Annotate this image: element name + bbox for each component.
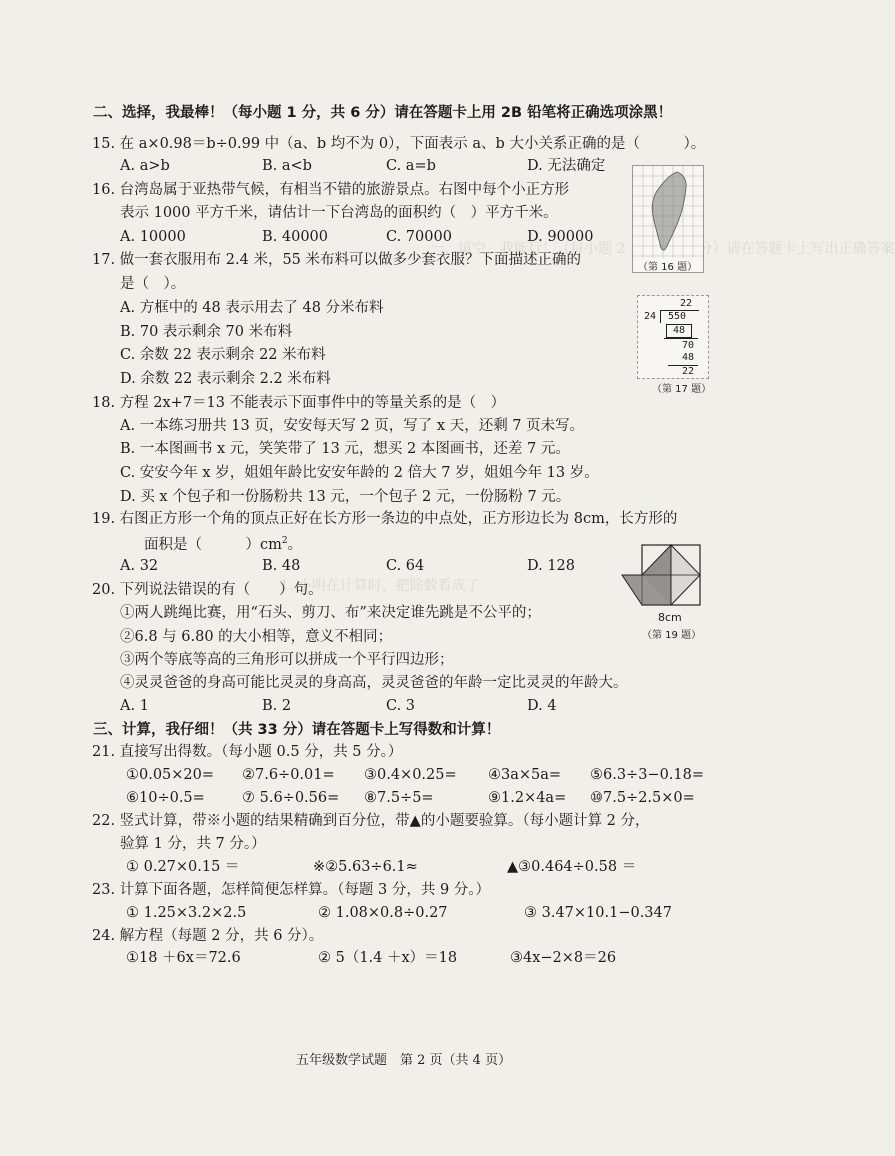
division-r2: 48	[682, 352, 695, 363]
q17-option-a: A. 方框中的 48 表示用去了 48 分米布料	[120, 300, 384, 316]
q24-text: 24. 解方程（每题 2 分，共 6 分）。	[92, 928, 324, 944]
q21-item-9: ⑨1.2×4a=	[488, 790, 567, 806]
division-divisor: 24	[644, 311, 657, 322]
q21-item-2: ②7.6÷0.01=	[242, 767, 335, 783]
q16-figure-caption: （第 16 题）	[638, 262, 698, 273]
q20-item-1: ①两人跳绳比赛，用“石头、剪刀、布”来决定谁先跳是不公平的；	[120, 605, 541, 621]
q23-text: 23. 计算下面各题，怎样简便怎样算。（每题 3 分，共 9 分。）	[92, 882, 491, 898]
q18-text: 18. 方程 2x+7＝13 不能表示下面事件中的等量关系的是（ ）	[92, 395, 506, 411]
q21-item-1: ①0.05×20=	[126, 767, 215, 783]
division-quotient: 22	[680, 298, 693, 309]
q17-figure-caption: （第 17 题）	[652, 384, 712, 395]
q23-item-1: ① 1.25×3.2×2.5	[126, 905, 247, 921]
q21-item-7: ⑦ 5.6÷0.56=	[242, 790, 340, 806]
q24-item-2: ② 5（1.4 ＋x）＝18	[318, 950, 458, 966]
q19-figure-caption: （第 19 题）	[642, 630, 702, 641]
q17-long-division-figure	[637, 295, 712, 395]
q24-item-3: ③4x−2×8＝26	[510, 950, 617, 966]
q15-option-a: A. a>b	[120, 158, 170, 174]
q19-option-c: C. 64	[386, 558, 425, 574]
q21-item-5: ⑤6.3÷3−0.18=	[590, 767, 705, 783]
q17-option-b: B. 70 表示剩余 70 米布料	[120, 324, 293, 340]
q18-option-b: B. 一本图画书 x 元，笑笑带了 13 元，想买 2 本图画书，还差 7 元。	[120, 441, 570, 457]
q21-item-3: ③0.4×0.25=	[364, 767, 457, 783]
q19-area-period: 。	[287, 536, 303, 553]
taiwan-map-icon	[633, 166, 703, 272]
bleed-through-text-2: 1. 小明在计算时，把除数看成了	[280, 578, 480, 594]
q15-option-c: C. a=b	[386, 158, 436, 174]
q22-item-1: ① 0.27×0.15 ＝	[126, 859, 240, 875]
q16-line-2: 表示 1000 平方千米，请估计一下台湾岛的面积约（ ）平方千米。	[120, 205, 558, 221]
q15-text: 15. 在 a×0.98＝b÷0.99 中（a、b 均不为 0），下面表示 a、b 大小关系正确的是（ ）。	[92, 136, 706, 152]
q18-option-d: D. 买 x 个包子和一份肠粉共 13 元，一个包子 2 元，一份肠粉 7 元。	[120, 489, 571, 505]
q16-option-c: C. 70000	[386, 229, 452, 245]
section-3-title: 三、计算，我仔细！（共 33 分）请在答题卡上写得数和计算！	[93, 722, 501, 738]
q22-line-1: 22. 竖式计算，带※小题的结果精确到百分位，带▲的小题要验算。（每小题计算 2 分，	[92, 813, 650, 829]
q16-option-d: D. 90000	[527, 229, 594, 245]
bleed-through-text: 一、填空，我能行！（每小题 2 分）请在答题卡上写出正确答案	[430, 241, 895, 257]
q18-option-c: C. 安安今年 x 岁，姐姐年龄比安安年龄的 2 倍大 7 岁，姐姐今年 13 岁。	[120, 465, 599, 481]
q16-line-1: 16. 台湾岛属于亚热带气候，有相当不错的旅游景点。右图中每个小正方形	[92, 182, 570, 198]
q20-option-b: B. 2	[262, 698, 292, 714]
q20-option-c: C. 3	[386, 698, 416, 714]
division-boxed-48: 48	[666, 324, 692, 338]
q20-item-3: ③两个等底等高的三角形可以拼成一个平行四边形；	[120, 652, 454, 668]
q17-option-c: C. 余数 22 表示剩余 22 米布料	[120, 347, 326, 363]
q23-item-2: ② 1.08×0.8÷0.27	[318, 905, 448, 921]
q20-option-a: A. 1	[120, 698, 149, 714]
q22-item-2: ※②5.63÷6.1≈	[313, 859, 418, 875]
q19-line-1: 19. 右图正方形一个角的顶点正好在长方形一条边的中点处，正方形边长为 8cm，长方形的	[92, 511, 678, 527]
q15-option-d: D. 无法确定	[527, 158, 606, 174]
q19-side-label: 8cm	[658, 611, 682, 624]
q20-text: 20. 下列说法错误的有（ ）句。	[92, 582, 323, 598]
q21-item-10: ⑩7.5÷2.5×0=	[590, 790, 695, 806]
q20-option-d: D. 4	[527, 698, 557, 714]
q15-option-b: B. a<b	[262, 158, 312, 174]
section-2-title: 二、选择，我最棒！（每小题 1 分，共 6 分）请在答题卡上用 2B 铅笔将正确选项涂黑！	[93, 105, 673, 121]
q21-item-8: ⑧7.5÷5=	[364, 790, 434, 806]
q22-line-2: 验算 1 分，共 7 分。）	[120, 836, 266, 852]
division-line-1	[664, 338, 698, 339]
q24-item-1: ①18 ＋6x＝72.6	[126, 950, 241, 966]
page-footer: 五年级数学试题 第 2 页（共 4 页）	[296, 1053, 512, 1068]
q17-line-2: 是（ ）。	[120, 276, 186, 292]
q17-line-1: 17. 做一套衣服用布 2.4 米，55 米布料可以做多少套衣服？下面描述正确的	[92, 252, 582, 268]
q16-taiwan-grid-figure	[632, 165, 704, 273]
q17-option-d: D. 余数 22 表示剩余 2.2 米布料	[120, 371, 331, 387]
q19-area-prompt: 面积是（ ）cm	[144, 536, 282, 553]
q21-item-6: ⑥10÷0.5=	[126, 790, 205, 806]
q19-area-unit-exponent: 2	[281, 536, 288, 546]
q20-item-2: ②6.8 与 6.80 的大小相等，意义不相同；	[120, 629, 393, 645]
q20-item-4: ④灵灵爸爸的身高可能比灵灵的身高高，灵灵爸爸的年龄一定比灵灵的年龄大。	[120, 675, 628, 691]
q23-item-3: ③ 3.47×10.1−0.347	[524, 905, 672, 921]
q19-option-a: A. 32	[120, 558, 159, 574]
q16-option-a: A. 10000	[120, 229, 186, 245]
q18-option-a: A. 一本练习册共 13 页，安安每天写 2 页，写了 x 天，还剩 7 页未写。	[120, 418, 585, 434]
division-dividend: 550	[668, 311, 687, 322]
square-in-rectangle-icon	[618, 533, 710, 617]
q16-option-b: B. 40000	[262, 229, 329, 245]
q19-option-b: B. 48	[262, 558, 301, 574]
q22-item-3: ▲③0.464÷0.58 ＝	[507, 859, 637, 875]
division-remainder: 22	[682, 366, 695, 377]
q19-line-2	[144, 531, 302, 555]
q21-item-4: ④3a×5a=	[488, 767, 562, 783]
q19-option-d: D. 128	[527, 558, 576, 574]
q21-text: 21. 直接写出得数。（每小题 0.5 分，共 5 分。）	[92, 744, 403, 760]
q19-square-rectangle-figure	[618, 533, 710, 641]
division-r1: 70	[682, 340, 695, 351]
